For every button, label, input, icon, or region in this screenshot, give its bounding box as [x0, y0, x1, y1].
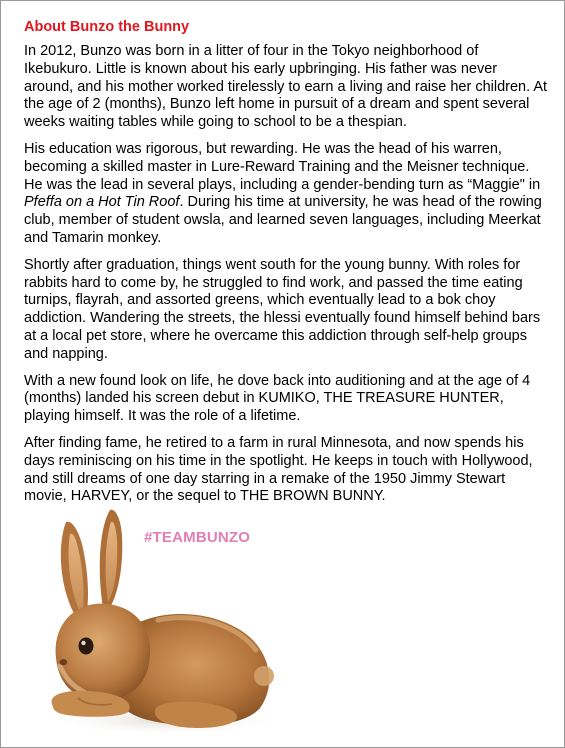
body-paragraph [24, 373, 549, 426]
paragraph-text: In 2012, Bunzo was born in a litter of four in the Tokyo neighborhood of Ikebukuro. Little is known about his early upbringing. His father was never around, and his mother worked tirelessly to earn a living and raise her children. At the age of 2 (months), Bunzo left home in pursuit of a dream and spent several weeks waiting tables while going to school to be a thespian. [24, 43, 548, 131]
body-paragraph [24, 141, 549, 248]
hashtag-label: #TEAMBUNZO [144, 529, 251, 546]
body-paragraph [24, 435, 549, 506]
bunny-tail [254, 666, 274, 686]
body-paragraph [24, 257, 549, 364]
paragraph-text: After finding fame, he retired to a farm in rural Minnesota, and now spends his days reminiscing on his time in the spotlight. He keeps in touch with Hollywood, and still dreams of one day starring in a remake of the 1950 Jimmy Stewart movie, HARVEY, or the sequel to THE BROWN BUNNY. [24, 434, 533, 505]
paragraph-text: His education was rigorous, but rewarding. He was the head of his warren, becoming a skilled master in Lure-Reward Training and the Meisner technique. He was the lead in several plays, including a gender-bending turn as “Maggie" in [24, 140, 541, 193]
paragraph-list [24, 43, 549, 506]
italic-title-text: Pfeffa on a Hot Tin Roof [24, 194, 180, 211]
paragraph-text: Shortly after graduation, things went south for the young bunny. With roles for rabbits hard to come by, he struggled to find work, and passed the time eating turnips, flayrah, and assorted greens, which eventually lead to a bok choy addiction. Wandering the streets, the hlessi eventually found himself behind bars at a local pet store, where he overcame this addiction through self-help groups and napping. [24, 256, 541, 362]
document-body [24, 18, 549, 515]
bunny-eye [79, 638, 94, 655]
document-title: About Bunzo the Bunny [24, 19, 190, 35]
paragraph-text: With a new found look on life, he dove back into auditioning and at the age of 4 (months) landed his screen debut in KUMIKO, THE TREASURE HUNTER, playing himself. It was the role of a lifetime. [24, 372, 531, 425]
body-paragraph [24, 43, 549, 132]
paragraph-text: . During his time at university, he was head of the rowing club, member of student owsla, and learned seven languages, including Meerkat and Tamarin monkey. [24, 194, 542, 246]
bunny-head [56, 604, 150, 701]
